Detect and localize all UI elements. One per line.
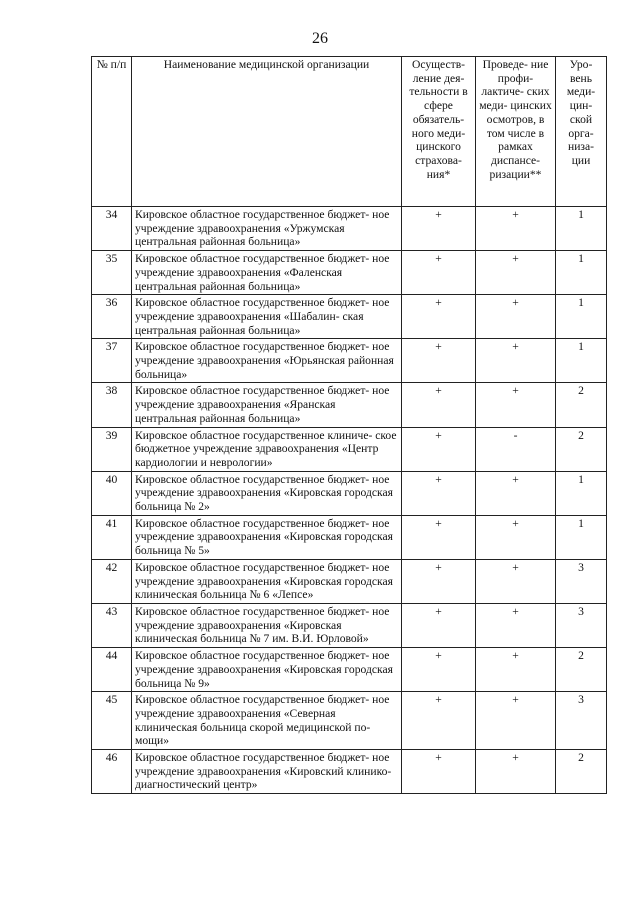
cell-level: 2	[556, 648, 607, 692]
cell-num: 44	[92, 648, 132, 692]
cell-level: 1	[556, 515, 607, 559]
cell-name: Кировское областное государственное бюджет- ное учреждение здравоохранения «Кировская городская больница № 5»	[132, 515, 402, 559]
header-prof: Проведе- ние профи- лактиче- ских меди- цинских осмотров, в том числе в рамках диспансе- ризации**	[476, 57, 556, 207]
cell-prof: +	[476, 383, 556, 427]
cell-name: Кировское областное государственное бюджет- ное учреждение здравоохранения «Кировская клиническая больница № 7 им. В.И. Юрловой»	[132, 603, 402, 647]
cell-num: 45	[92, 692, 132, 750]
table-row	[92, 251, 607, 295]
cell-name: Кировское областное государственное бюджет- ное учреждение здравоохранения «Северная клиническая больница скорой медицинской по- мощи»	[132, 692, 402, 750]
cell-num: 37	[92, 339, 132, 383]
cell-name: Кировское областное государственное бюджет- ное учреждение здравоохранения «Кировская городская больница № 9»	[132, 648, 402, 692]
cell-prof: +	[476, 515, 556, 559]
cell-num: 36	[92, 295, 132, 339]
table-row	[92, 559, 607, 603]
table-row	[92, 471, 607, 515]
cell-prof: -	[476, 427, 556, 471]
cell-oms: +	[402, 648, 476, 692]
cell-level: 3	[556, 692, 607, 750]
cell-num: 39	[92, 427, 132, 471]
cell-level: 2	[556, 427, 607, 471]
cell-prof: +	[476, 295, 556, 339]
header-num: № п/п	[92, 57, 132, 207]
table-row	[92, 207, 607, 251]
cell-oms: +	[402, 471, 476, 515]
cell-prof: +	[476, 750, 556, 794]
cell-oms: +	[402, 692, 476, 750]
cell-num: 34	[92, 207, 132, 251]
cell-name: Кировское областное государственное бюджет- ное учреждение здравоохранения «Кировский клинико-диагностический центр»	[132, 750, 402, 794]
cell-num: 41	[92, 515, 132, 559]
cell-name: Кировское областное государственное бюджет- ное учреждение здравоохранения «Фаленская центральная районная больница»	[132, 251, 402, 295]
cell-num: 35	[92, 251, 132, 295]
table-row	[92, 692, 607, 750]
cell-name: Кировское областное государственное бюджет- ное учреждение здравоохранения «Кировская городская клиническая больница № 6 «Лепсе»	[132, 559, 402, 603]
cell-level: 3	[556, 603, 607, 647]
cell-num: 46	[92, 750, 132, 794]
cell-level: 1	[556, 295, 607, 339]
cell-oms: +	[402, 559, 476, 603]
cell-prof: +	[476, 339, 556, 383]
cell-level: 1	[556, 471, 607, 515]
cell-name: Кировское областное государственное бюджет- ное учреждение здравоохранения «Кировская городская больница № 2»	[132, 471, 402, 515]
cell-prof: +	[476, 559, 556, 603]
cell-level: 3	[556, 559, 607, 603]
cell-num: 38	[92, 383, 132, 427]
cell-level: 2	[556, 383, 607, 427]
table-row	[92, 603, 607, 647]
header-level: Уро- вень меди- цин- ской орга- низа- ции	[556, 57, 607, 207]
cell-name: Кировское областное государственное бюджет- ное учреждение здравоохранения «Яранская центральная районная больница»	[132, 383, 402, 427]
cell-oms: +	[402, 207, 476, 251]
medical-organizations-table	[91, 56, 607, 794]
table-row	[92, 295, 607, 339]
table-row	[92, 515, 607, 559]
cell-oms: +	[402, 427, 476, 471]
cell-name: Кировское областное государственное клиниче- ское бюджетное учреждение здравоохранения «Центр кардиологии и неврологии»	[132, 427, 402, 471]
cell-level: 2	[556, 750, 607, 794]
cell-oms: +	[402, 750, 476, 794]
cell-prof: +	[476, 603, 556, 647]
cell-oms: +	[402, 339, 476, 383]
cell-prof: +	[476, 648, 556, 692]
cell-name: Кировское областное государственное бюджет- ное учреждение здравоохранения «Юрьянская районная больница»	[132, 339, 402, 383]
table-header-row	[92, 57, 607, 207]
cell-oms: +	[402, 383, 476, 427]
cell-oms: +	[402, 295, 476, 339]
cell-prof: +	[476, 207, 556, 251]
cell-prof: +	[476, 471, 556, 515]
table-row	[92, 339, 607, 383]
cell-prof: +	[476, 251, 556, 295]
table-row	[92, 750, 607, 794]
cell-prof: +	[476, 692, 556, 750]
table-row	[92, 648, 607, 692]
header-name: Наименование медицинской организации	[132, 57, 402, 207]
cell-level: 1	[556, 339, 607, 383]
table-row	[92, 427, 607, 471]
cell-level: 1	[556, 251, 607, 295]
cell-oms: +	[402, 603, 476, 647]
header-oms: Осуществ- ление дея- тельности в сфере обязатель- ного меди- цинского страхова- ния*	[402, 57, 476, 207]
cell-oms: +	[402, 251, 476, 295]
cell-num: 42	[92, 559, 132, 603]
cell-num: 40	[92, 471, 132, 515]
cell-oms: +	[402, 515, 476, 559]
page-number: 26	[312, 30, 328, 47]
table-row	[92, 383, 607, 427]
cell-name: Кировское областное государственное бюджет- ное учреждение здравоохранения «Уржумская центральная районная больница»	[132, 207, 402, 251]
cell-name: Кировское областное государственное бюджет- ное учреждение здравоохранения «Шабалин- ская центральная районная больница»	[132, 295, 402, 339]
cell-num: 43	[92, 603, 132, 647]
cell-level: 1	[556, 207, 607, 251]
